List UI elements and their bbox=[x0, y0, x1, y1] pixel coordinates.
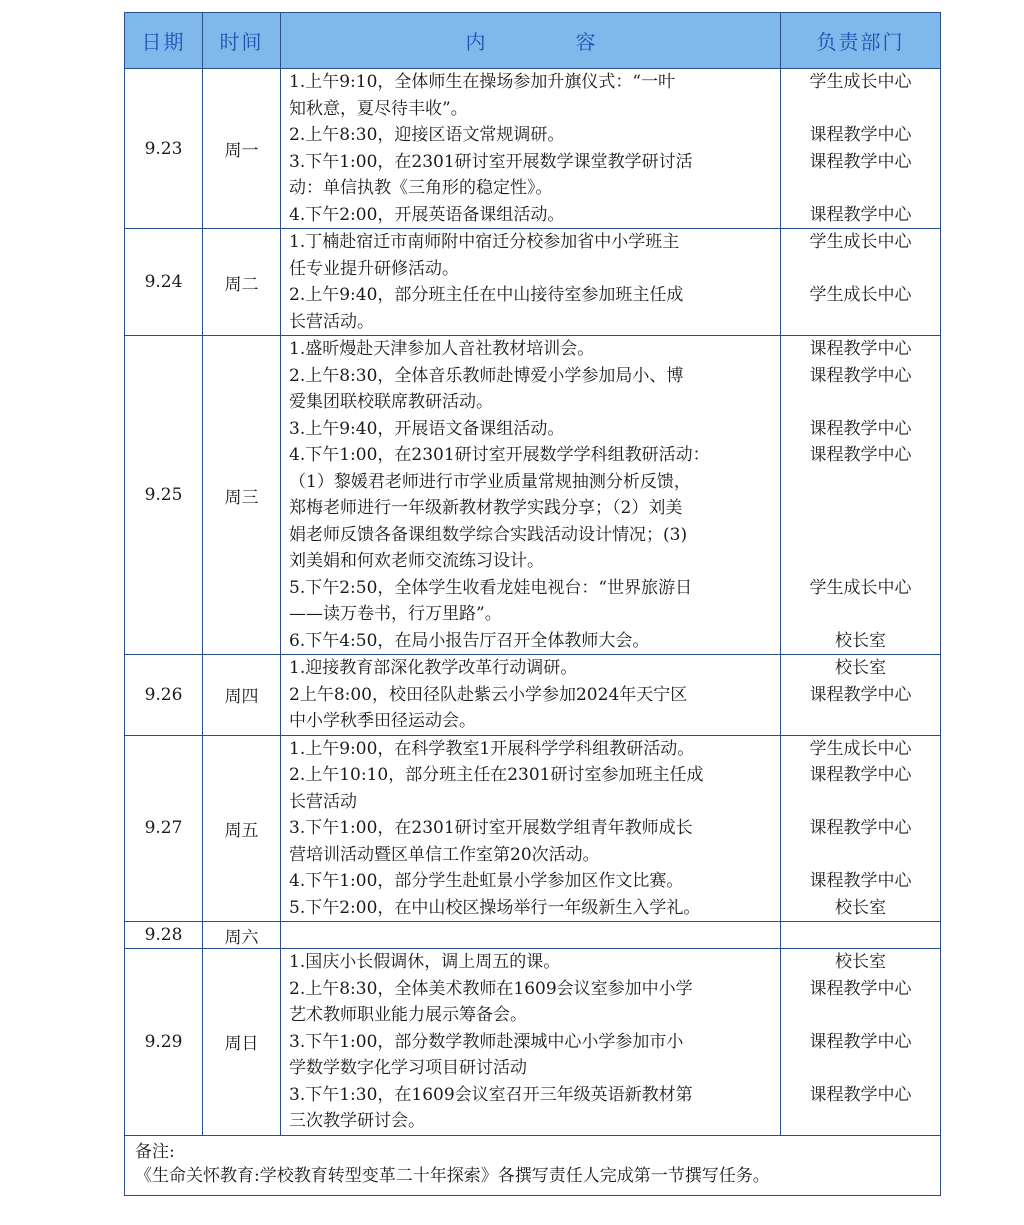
row-content bbox=[281, 735, 781, 922]
content-line: 知秋意，夏尽待丰收”。 bbox=[289, 98, 468, 119]
schedule-row bbox=[125, 229, 941, 336]
row-date: 9.27 bbox=[125, 735, 203, 922]
content-line: 2.上午9:40，部分班主任在中山接待室参加班主任成 bbox=[289, 285, 684, 305]
row-content bbox=[281, 336, 781, 655]
dept-line: 校长室 bbox=[835, 897, 886, 918]
content-line: 3.上午9:40，开展语文备课组活动。 bbox=[289, 418, 565, 439]
content-line: 2.上午8:30，全体美术教师在1609会议室参加中小学 bbox=[289, 978, 693, 999]
row-dept bbox=[781, 336, 941, 655]
row-content bbox=[281, 949, 781, 1136]
dept-line: 学生成长中心 bbox=[809, 738, 912, 759]
dept-line: 课程教学中心 bbox=[809, 684, 912, 705]
content-line: 娟老师反馈各备课组数学综合实践活动设计情况；(3) bbox=[289, 524, 688, 545]
row-day: 周日 bbox=[203, 949, 281, 1136]
dept-line: 课程教学中心 bbox=[809, 204, 912, 225]
dept-line: 课程教学中心 bbox=[809, 418, 912, 439]
schedule-table bbox=[124, 12, 941, 1196]
content-line: 1.迎接教育部深化教学改革行动调研。 bbox=[289, 658, 578, 678]
header-content bbox=[281, 13, 781, 69]
content-line: 3.下午1:00，在2301研讨室开展数学组青年教师成长 bbox=[289, 818, 693, 838]
row-date: 9.26 bbox=[125, 655, 203, 736]
header-content-right: 容 bbox=[575, 30, 596, 54]
schedule-row bbox=[125, 949, 941, 1136]
row-content bbox=[281, 229, 781, 336]
content-line: 学数学数字化学习项目研讨活动 bbox=[289, 1058, 527, 1078]
schedule-body bbox=[125, 69, 941, 1136]
content-line: 3.下午1:00，在2301研讨室开展数学课堂教学研讨活 bbox=[289, 151, 693, 172]
dept-line: 课程教学中心 bbox=[809, 365, 912, 386]
content-line: 1.盛昕熳赴天津参加人音社教材培训会。 bbox=[289, 339, 595, 359]
dept-line bbox=[781, 175, 940, 202]
dept-line: 校长室 bbox=[835, 658, 886, 678]
row-date: 9.24 bbox=[125, 229, 203, 336]
content-line: 4.下午2:00，开展英语备课组活动。 bbox=[289, 204, 565, 225]
content-line: 郑梅老师进行一年级新教材教学实践分享；（2）刘美 bbox=[289, 498, 683, 518]
row-day: 周一 bbox=[203, 69, 281, 229]
dept-line: 课程教学中心 bbox=[809, 765, 912, 785]
row-content bbox=[281, 69, 781, 229]
header-content-left: 内 bbox=[465, 30, 486, 54]
header-date: 日期 bbox=[125, 13, 203, 69]
dept-line bbox=[781, 842, 940, 869]
dept-line bbox=[781, 789, 940, 816]
dept-line bbox=[781, 1002, 940, 1029]
row-dept bbox=[781, 735, 941, 922]
row-dept bbox=[781, 69, 941, 229]
content-line: 三次教学研讨会。 bbox=[289, 1111, 425, 1131]
dept-line: 课程教学中心 bbox=[809, 339, 912, 359]
dept-line: 课程教学中心 bbox=[809, 1031, 912, 1052]
content-line: 长营活动。 bbox=[289, 311, 374, 332]
content-line: 1.上午9:10，全体师生在操场参加升旗仪式：“一叶 bbox=[289, 72, 676, 92]
content-line: 5.下午2:50，全体学生收看龙娃电视台：“世界旅游日 bbox=[289, 577, 693, 598]
content-line: 艺术教师职业能力展示筹备会。 bbox=[289, 1005, 527, 1025]
schedule-row bbox=[125, 735, 941, 922]
content-line: （1）黎媛君老师进行市学业质量常规抽测分析反馈， bbox=[289, 471, 691, 492]
content-line: 2上午8:00，校田径队赴紫云小学参加2024年天宁区 bbox=[289, 684, 688, 705]
row-day: 周五 bbox=[203, 735, 281, 922]
dept-line: 校长室 bbox=[835, 630, 886, 651]
row-day: 周四 bbox=[203, 655, 281, 736]
content-line: 长营活动 bbox=[289, 791, 357, 812]
content-line: 5.下午2:00，在中山校区操场举行一年级新生入学礼。 bbox=[289, 897, 701, 918]
content-line: 中小学秋季田径运动会。 bbox=[289, 711, 476, 731]
note-row bbox=[125, 1135, 941, 1195]
note-label: 备注: bbox=[135, 1141, 175, 1162]
content-line: 爱集团联校联席教研活动。 bbox=[289, 392, 493, 412]
schedule-row bbox=[125, 922, 941, 949]
content-line: 动：单信执教《三角形的稳定性》。 bbox=[289, 178, 553, 198]
header-time: 时间 bbox=[203, 13, 281, 69]
row-dept bbox=[781, 922, 941, 949]
content-line: 4.下午1:00，部分学生赴虹景小学参加区作文比赛。 bbox=[289, 871, 684, 891]
dept-line: 学生成长中心 bbox=[809, 577, 912, 598]
dept-line bbox=[781, 708, 940, 735]
content-line: 1.上午9:00，在科学教室1开展科学学科组教研活动。 bbox=[289, 738, 695, 759]
dept-line bbox=[781, 309, 940, 336]
dept-line bbox=[781, 256, 940, 283]
header-row bbox=[125, 13, 941, 69]
row-content bbox=[281, 655, 781, 736]
dept-line: 课程教学中心 bbox=[809, 125, 912, 145]
dept-line bbox=[781, 601, 940, 628]
content-line: 2.上午8:30，全体音乐教师赴博爱小学参加局小、博 bbox=[289, 365, 684, 386]
dept-line bbox=[781, 389, 940, 416]
dept-line: 课程教学中心 bbox=[809, 871, 912, 891]
row-date: 9.29 bbox=[125, 949, 203, 1136]
content-line: 6.下午4:50，在局小报告厅召开全体教师大会。 bbox=[289, 630, 650, 651]
dept-line: 学生成长中心 bbox=[809, 232, 912, 252]
dept-line bbox=[781, 96, 940, 123]
content-line: 刘美娟和何欢老师交流练习设计。 bbox=[289, 551, 544, 571]
content-line: 1.国庆小长假调休，调上周五的课。 bbox=[289, 952, 561, 972]
schedule-row bbox=[125, 69, 941, 229]
note-cell bbox=[125, 1135, 941, 1195]
header-dept: 负责部门 bbox=[781, 13, 941, 69]
dept-line bbox=[781, 548, 940, 575]
dept-line: 课程教学中心 bbox=[809, 151, 912, 172]
schedule-row bbox=[125, 336, 941, 655]
content-line: 3.下午1:30，在1609会议室召开三年级英语新教材第 bbox=[289, 1084, 693, 1105]
dept-line: 学生成长中心 bbox=[809, 285, 912, 305]
content-line: 2.上午8:30，迎接区语文常规调研。 bbox=[289, 125, 565, 145]
row-date: 9.23 bbox=[125, 69, 203, 229]
content-line: 任专业提升研修活动。 bbox=[289, 258, 459, 279]
dept-line: 课程教学中心 bbox=[809, 978, 912, 999]
content-line: 1.丁楠赴宿迁市南师附中宿迁分校参加省中小学班主 bbox=[289, 232, 680, 252]
dept-line: 课程教学中心 bbox=[809, 1084, 912, 1105]
row-content bbox=[281, 922, 781, 949]
content-line: 营培训活动暨区单信工作室第20次活动。 bbox=[289, 844, 600, 865]
dept-line bbox=[781, 1055, 940, 1082]
dept-line bbox=[781, 495, 940, 522]
row-day: 周三 bbox=[203, 336, 281, 655]
content-line: 2.上午10:10，部分班主任在2301研讨室参加班主任成 bbox=[289, 765, 704, 785]
row-day: 周六 bbox=[203, 922, 281, 949]
note-text: 《生命关怀教育:学校教育转型变革二十年探索》各撰写责任人完成第一节撰写任务。 bbox=[135, 1165, 770, 1186]
row-dept bbox=[781, 229, 941, 336]
dept-line: 课程教学中心 bbox=[809, 818, 912, 838]
dept-line: 校长室 bbox=[835, 952, 886, 972]
row-day: 周二 bbox=[203, 229, 281, 336]
row-dept bbox=[781, 655, 941, 736]
dept-line: 学生成长中心 bbox=[809, 72, 912, 92]
row-date: 9.25 bbox=[125, 336, 203, 655]
content-line: 4.下午1:00，在2301研讨室开展数学学科组教研活动： bbox=[289, 445, 710, 465]
schedule-row bbox=[125, 655, 941, 736]
dept-line bbox=[781, 522, 940, 549]
dept-line: 课程教学中心 bbox=[809, 445, 912, 465]
dept-line bbox=[781, 469, 940, 496]
row-dept bbox=[781, 949, 941, 1136]
content-line: ——读万卷书，行万里路”。 bbox=[289, 604, 502, 624]
content-line: 3.下午1:00，部分数学教师赴溧城中心小学参加市小 bbox=[289, 1031, 684, 1052]
dept-line bbox=[781, 1108, 940, 1135]
row-date: 9.28 bbox=[125, 922, 203, 949]
